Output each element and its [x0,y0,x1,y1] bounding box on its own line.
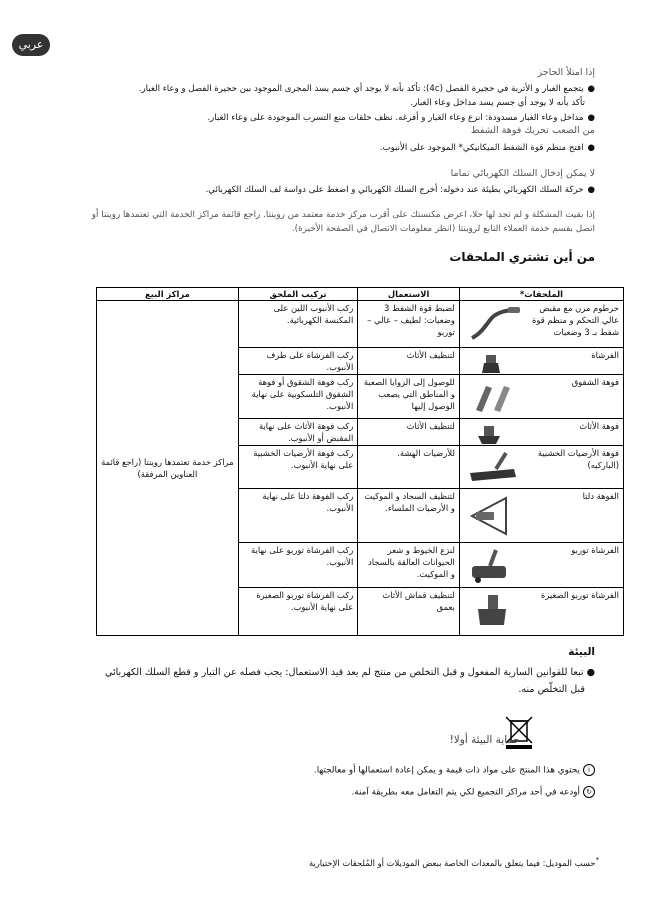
section-title-suction: من الصعب تحريك فوهة الشفط [470,125,595,136]
bullet-dot-icon: ● [583,667,595,678]
accessory-name: الفرشاة توربو الصغيرة [540,590,619,600]
footnote-mark: * [595,856,599,864]
fitting-cell: ركب الفرشاة على طرف الأنبوب. [238,348,357,375]
accessory-cell [459,489,623,543]
accessory-name: خرطوم مرن مع مقبض عالي التحكم و منظم قوة شفط بـ 3 وضعيات [532,303,619,337]
bullet-item [47,82,595,110]
bullet-dot-icon: ● [587,113,595,123]
accessories-table [96,287,624,636]
fitting-cell: ركب الفوهة دلتا على نهاية الأنبوب. [238,489,357,543]
fitting-cell: ركب الأنبوب اللين على المكنسة الكهربائية. [238,301,357,348]
bullet-item [47,111,595,125]
brush-icon [466,353,522,375]
use-cell: للأرضيات الهشة. [358,446,460,489]
parquet-nozzle-icon [466,451,522,485]
protect-line [314,764,595,776]
accessory-name: الفرشاة توربو [571,545,619,555]
bullet-item [47,183,595,197]
fitting-cell: ركب فوهة الأرضيات الخشبية على نهاية الأنبوب. [238,446,357,489]
bullet-dot-icon: ● [587,143,595,153]
header-accessory: الملحقات* [459,288,623,301]
fitting-cell: ركب فوهة الشقوق أو فوهة الشقوق التلسكوبية على نهاية الأنبوب. [238,375,357,419]
protect-line [351,786,595,798]
accessories-heading: من أين تشتري الملحقات [449,250,595,264]
turbo-brush-icon [466,548,522,586]
accessory-cell [459,543,623,588]
environment-line: تبعا للقوانين السارية المفعول و قبل التخلص من منتج لم يعد قيد الاستعمال: يجب فصله عن التيار و قطع السلك الكهربائي [104,667,584,678]
service-note-line: إذا بقيت المشكلة و لم تجد لها حلا، اعرض مكنستك على أقرب مركز خدمة معتمد من روينتا. راجع قائمة مراكز الخدمة التي تعتمدها روينتا أو [91,210,595,220]
environment-heading: البيئة [568,646,595,658]
accessory-name: فوهة الشقوق [571,377,619,387]
footnote-text: حسب الموديل: فيما يتعلق بالمعدات الخاصة ببعض الموديلات أو المُلحقات الإختيارية [308,857,596,868]
header-use: الاستعمال [358,288,460,301]
bullet-dot-icon: ● [587,185,595,195]
bullet-text: افتح منظم قوة الشفط الميكانيكي* الموجود على الأنبوب. [379,143,584,153]
section-title-cord: لا يمكن إدخال السلك الكهربائي تماما [450,168,595,179]
accessory-cell [459,375,623,419]
language-badge: عربي [12,34,50,56]
mini-turbo-brush-icon [466,593,522,633]
accessory-name: الفوهة دلتا [582,491,619,501]
upholstery-nozzle-icon [466,424,522,446]
accessory-name: فوهة الأثاث [579,421,619,431]
use-cell: لتنظيف قماش الأثاث بعمق [358,588,460,636]
header-fitting: تركيب الملحق [238,288,357,301]
bullet-text: يتجمع الغبار و الأتربة في حجيرة الفصل (4c): تأكد بأنه لا يوجد أي جسم يسد المجرى الموجود بين حجيرة الفصل و وعاء الغبار. [138,84,584,94]
footnote [309,856,599,868]
section-title-bag-full: إذا امتلأ الحاجز [537,67,595,78]
use-cell: للوصول إلى الزوايا الصعبة و المناطق التي يصعب الوصول إليها [358,375,460,419]
recycle-icon: ↻ [583,786,595,798]
use-cell: لتنظيف الأثاث [358,419,460,446]
service-note [35,208,595,236]
service-note-line: اتصل بقسم خدمة العملاء التابع لروينتا (انظر معلومات الاتصال في الصفحة الأخيرة). [291,224,595,234]
bullet-text: مداخل وعاء الغبار مسدودة: انزع وعاء الغبار و أفرغه. نظف حلقات منع التسرب الموجودة على وعاء الغبار. [207,113,584,123]
bullet-text: تأكد بأنه لا يوجد أي جسم يسد مداخل وعاء الغبار. [410,98,585,108]
header-shops: مراكز البيع [97,288,239,301]
delta-nozzle-icon [466,494,522,538]
fitting-cell: ركب الفرشاة توربو الصغيرة على نهاية الأنبوب. [238,588,357,636]
fitting-cell: ركب الفرشاة توربو على نهاية الأنبوب. [238,543,357,588]
accessory-cell [459,348,623,375]
environment-text [35,664,595,698]
use-cell: لنزع الخيوط و شعر الحيوانات العالقة بالسجاد و الموكيت. [358,543,460,588]
fitting-cell: ركب فوهة الأثاث على نهاية المقبض أو الأنبوب. [238,419,357,446]
use-cell: لتنظيف السجاد و الموكيت و الأرضيات الملساء. [358,489,460,543]
table-row [97,301,624,348]
accessory-name: فوهة الأرضيات الخشبية (الباركيه) [537,448,619,470]
accessory-cell [459,301,623,348]
protect-text: أودعه في أحد مراكز التجميع لكي يتم التعامل معه بطريقة آمنة. [351,787,580,798]
info-icon: i [583,764,595,776]
hose-icon [466,306,522,342]
accessory-name: الفرشاة [591,350,619,360]
bullet-dot-icon: ● [587,84,595,94]
environment-line: قبل التخلّص منه. [518,684,585,695]
bullet-item [47,141,595,155]
accessory-cell [459,446,623,489]
bullet-text: حركة السلك الكهربائي بطيئة عند دخوله: أخرج السلك الكهربائي و اضغط على دواسة لف السلك الكهربائي. [205,185,584,195]
accessory-cell [459,419,623,446]
shop-cell: مراكز خدمة تعتمدها روينتا (راجع قائمة العناوين المرفقة) [97,301,239,636]
table-header-row [97,288,624,301]
protect-text: يحتوي هذا المنتج على مواد ذات قيمة و يمكن إعادة استعمالها أو معالجتها. [313,765,580,776]
accessory-cell [459,588,623,636]
crevice-nozzle-icon [466,380,522,416]
use-cell: لضبط قوة الشفط 3 وضعيات: لطيف – عالي – توربو [358,301,460,348]
protect-environment-title: حماية البيئة أولا! [449,734,520,746]
use-cell: لتنظيف الأثاث [358,348,460,375]
